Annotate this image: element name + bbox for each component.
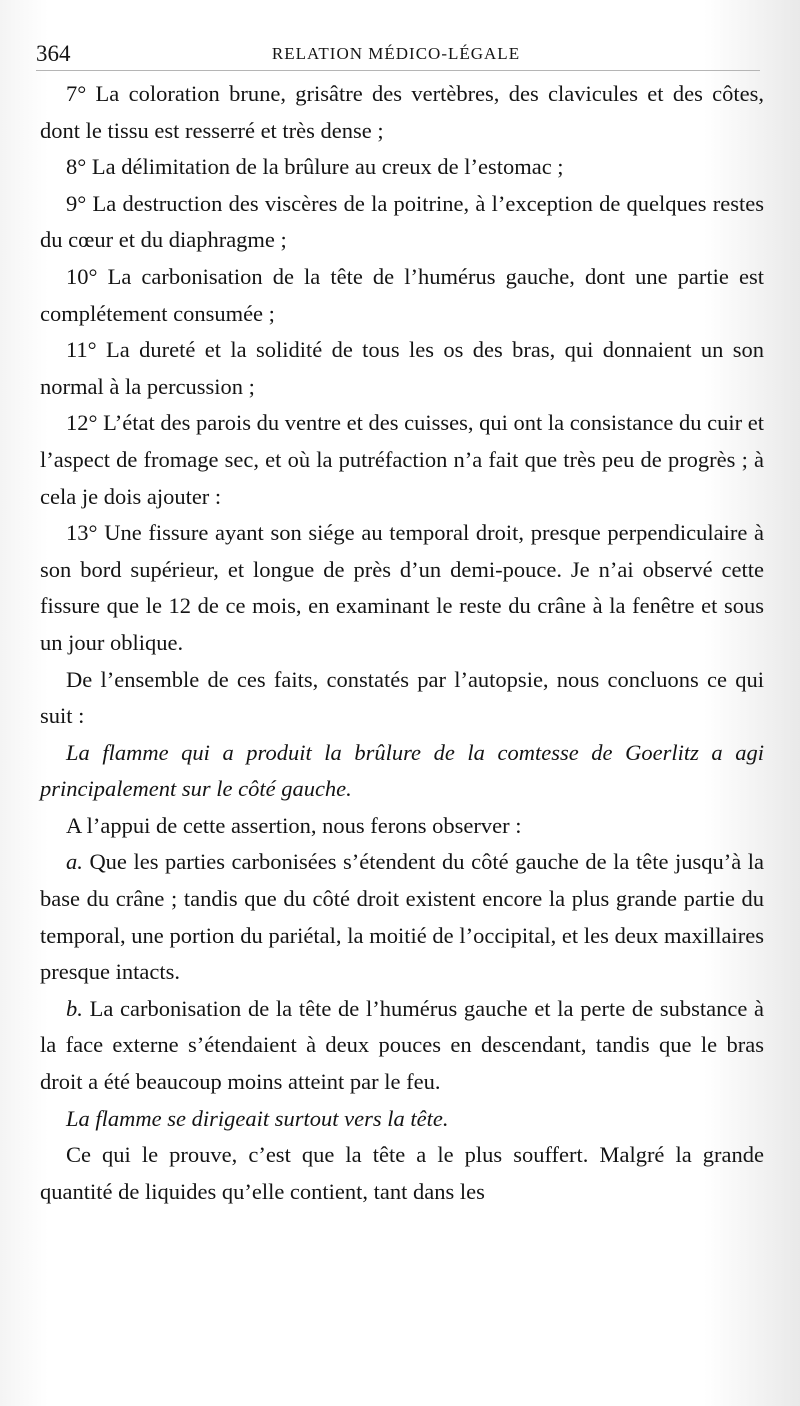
- paragraph-assertion-intro: A l’appui de cette assertion, nous ferons observer :: [66, 812, 522, 838]
- list-marker-a: a.: [66, 849, 83, 875]
- header-rule: [36, 70, 760, 71]
- page-body: [40, 76, 764, 1210]
- page-number: 364: [36, 41, 71, 66]
- running-head: [36, 38, 756, 70]
- flame-statement: La flamme se dirigeait surtout vers la tête.: [66, 1105, 449, 1131]
- list-marker-b: b.: [66, 995, 83, 1021]
- paragraph-item-11: 11° La dureté et la solidité de tous les os des bras, qui donnaient un son normal à la percussion ;: [40, 337, 764, 399]
- paragraph-point-a: [40, 844, 764, 990]
- paragraph-item-10: 10° La carbonisation de la tête de l’humérus gauche, dont une partie est complétement consumée ;: [40, 263, 764, 326]
- paragraph-conclusion-intro: De l’ensemble de ces faits, constatés par l’autopsie, nous concluons ce qui suit :: [40, 666, 764, 729]
- point-b-text: La carbonisation de la tête de l’humérus gauche et la perte de substance à la face externe s’étendaient à deux pouces en descendant, tandis que le bras droit a été beaucoup moins atteint par le feu.: [40, 995, 765, 1095]
- paragraph-item-8: 8° La délimitation de la brûlure au creux de l’estomac ;: [66, 154, 564, 180]
- paragraph-item-13: 13° Une fissure ayant son siége au temporal droit, presque perpendiculaire à son bord supérieur, et longue de près d’un demi-pouce. Je n’ai observé cette fissure que le 12 de ce mois, en examinant le reste du crâne à la fenêtre et sous un jour oblique.: [40, 520, 764, 655]
- paragraph-item-7: 7° La coloration brune, grisâtre des vertèbres, des clavicules et des côtes, dont le tissu est resserré et très dense ;: [40, 81, 764, 143]
- paragraph-item-9: 9° La destruction des viscères de la poitrine, à l’exception de quelques restes du cœur et du diaphragme ;: [40, 190, 764, 253]
- paragraph-item-12: 12° L’état des parois du ventre et des cuisses, qui ont la consistance du cuir et l’aspect de fromage sec, et où la putréfaction n’a fait que très peu de progrès ; à cela je dois ajouter :: [40, 410, 764, 509]
- conclusion-statement: La flamme qui a produit la brûlure de la comtesse de Goerlitz a agi principalement sur le côté gauche.: [40, 739, 764, 802]
- running-title: RELATION MÉDICO-LÉGALE: [271, 44, 521, 63]
- paragraph-point-b: [40, 991, 764, 1101]
- point-a-text: Que les parties carbonisées s’étendent du côté gauche de la tête jusqu’à la base du crâne ; tandis que du côté droit existent encore la plus grande partie du temporal, une portion du pariétal, la moitié de l’occipital, et les deux maxillaires presque intacts.: [40, 849, 765, 985]
- paragraph-final: Ce qui le prouve, c’est que la tête a le plus souffert. Malgré la grande quantité de liquides qu’elle contient, tant dans les: [40, 1142, 764, 1204]
